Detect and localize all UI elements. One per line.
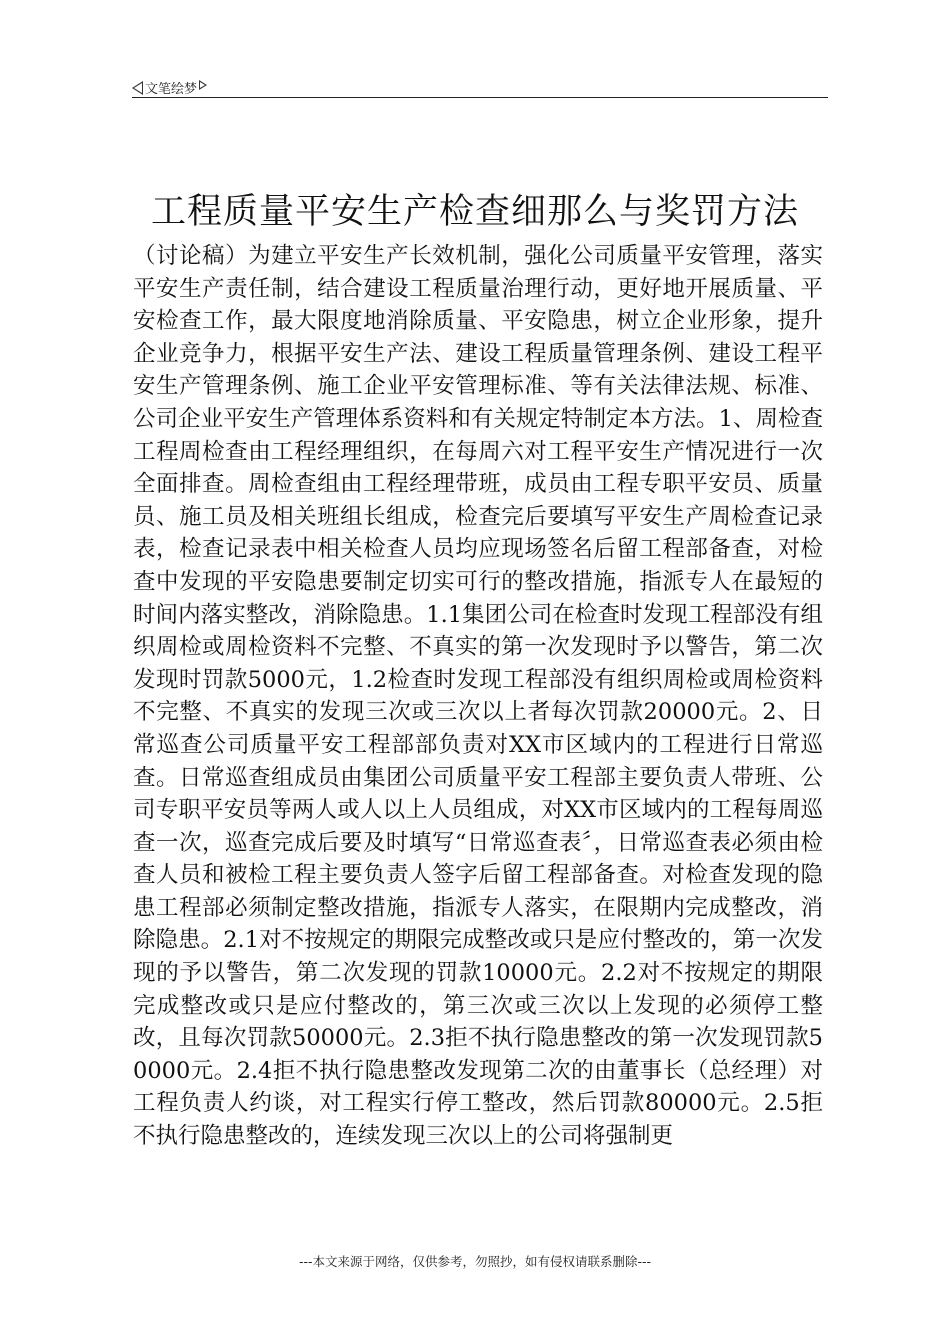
triangle-right-icon: [199, 80, 207, 90]
footer-notice: ---本文来源于网络，仅供参考，勿照抄，如有侵权请联系删除---: [298, 1254, 652, 1269]
document-body: （讨论稿）为建立平安生产长效机制，强化公司质量平安管理，落实平安生产责任制，结合建设工程质量治理行动，更好地开展质量、平安检查工作，最大限度地消除质量、平安隐患，树立企业形象，提升企业竞争力，根据平安生产法、建设工程质量管理条例、建设工程平安生产管理条例、施工企业平安管理标准、等有关法律法规、标准、公司企业平安生产管理体系资料和有关规定特制定本方法。1、周检查工程周检查由工程经理组织，在每周六对工程平安生产情况进行一次全面排查。周检查组由工程经理带班，成员由工程专职平安员、质量员、施工员及相关班组长组成，检查完后要填写平安生产周检查记录表，检查记录表中相关检查人员均应现场签名后留工程部备查，对检查中发现的平安隐患要制定切实可行的整改措施，指派专人在最短的时间内落实整改，消除隐患。1.1集团公司在检查时发现工程部没有组织周检或周检资料不完整、不真实的第一次发现时予以警告，第二次发现时罚款5000元，1.2检查时发现工程部没有组织周检或周检资料不完整、不真实的发现三次或三次以上者每次罚款20000元。2、日常巡查公司质量平安工程部部负责对XX市区域内的工程进行日常巡查。日常巡查组成员由集团公司质量平安工程部主要负责人带班、公司专职平安员等两人或人以上人员组成，对XX市区域内的工程每周巡查一次，巡查完成后要及时填写“日常巡查表〞，日常巡查表必须由检查人员和被检工程主要负责人签字后留工程部备查。对检查发现的隐患工程部必须制定整改措施，指派专人落实，在限期内完成整改，消除隐患。2.1对不按规定的期限完成整改或只是应付整改的，第一次发现的予以警告，第二次发现的罚款10000元。2.2对不按规定的期限完成整改或只是应付整改的，第三次或三次以上发现的必须停工整改，且每次罚款50000元。2.3拒不执行隐患整改的第一次发现罚款50000元。2.4拒不执行隐患整改发现第二次的由董事长（总经理）对工程负责人约谈，对工程实行停工整改，然后罚款80000元。2.5拒不执行隐患整改的，连续发现三次以上的公司将强制更: [133, 243, 823, 1150]
document-title: 工程质量平安生产检查细那么与奖罚方法: [150, 192, 799, 232]
triangle-left-icon: [132, 81, 143, 95]
header-brand: 文笔绘梦: [145, 82, 198, 97]
header-divider: [132, 97, 828, 98]
page-header: [132, 78, 207, 97]
